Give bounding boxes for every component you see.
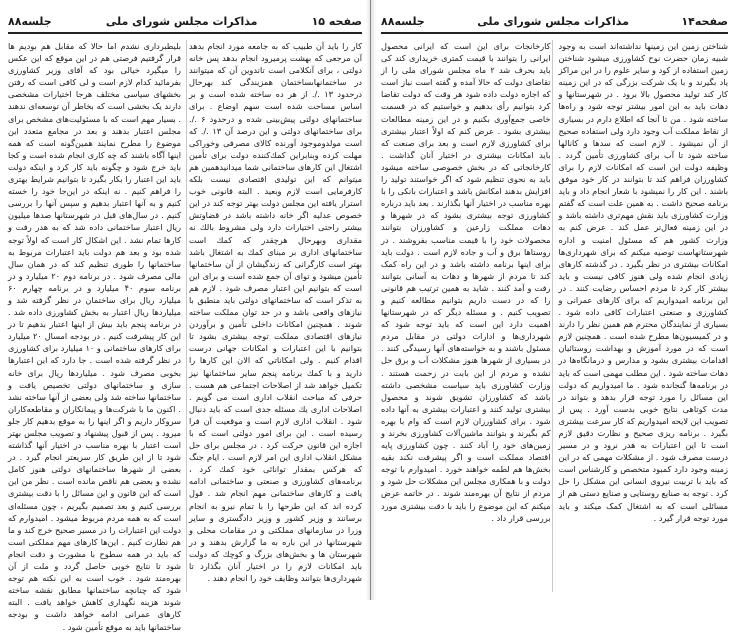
page-number: صفحه۱۴	[681, 14, 728, 28]
right-page	[371, 0, 736, 600]
text-columns	[381, 40, 728, 600]
page-header-title: مذاکرات مجلس شورای ملی	[477, 14, 629, 28]
page-header-title: مذاکرات مجلس شورای ملی	[105, 14, 258, 28]
session-number: جلسه۸۸	[381, 14, 425, 28]
page-number: صفحه ۱۵	[311, 14, 362, 28]
page-header	[8, 12, 362, 34]
session-number: جلسه۸۸	[8, 14, 52, 28]
page-header	[381, 12, 728, 34]
text-column-right	[559, 40, 729, 600]
column-text: كار را بايد آن طبيب كه به جامعه مورد انجام بدهد آن مرجعى كه بهشت پرميرود انجام بدهد پس خانه دولتى ، براى آنكلامى است تاتدوین آن كه ميتوانند در ساختمانهاىساختمان همزيندگى كند بهرحال درحدود ۱۳ ./. از هر ده ساخته شده است و بر اساس مساحت شده است سهم اوضاع . براى ساختمانهای دولتی پیش‌بینی شده و درحدود ۶ ./. براى ساختمانهاى دولتی و این درصد آن ۱۳ ./. كه است مولدوموجود آورنده كالاى مصرفى وخوراكى مهلت كرده وبنابراين كمك‌كننده دولت براى تأمين اشتغال اين كارهای ساختمانی شما ميدانيدهمين هم ميتوانم كه اين توليدى اقتصادى نيست بلكه كارفرمايى است لازم وبعيد . البته قانونى خوب استرار يافته اين مجلس دولت بهتر توجه كند در اين خصوص عدليه اگر خانه داشته باشد در قضاوتش بيشتر راحتى اختيارات دارد ولى مشروط بالك نه مقدارى وبهرحال هرچقدر كه كمك است ساختمانهاى اداری بر مبناى كمك به اشتغال باشد بهتر است كارگرانى كه زندگیشان از آن ساختمانها تأمين ميشود و تواى آن جمع شده است و برای این است كه بتوانيم اين اعتبار مصرف شود . لازم هم به تذكر است كه ساختمانهای دولتی باید منطبق با نیازهای واقعی باشد و در حد توان مملكت ساخته شوند . همچنين امكانات داخلى تأمين و برآوردن نيازهاى اقتصادى مملكت توجه بيشترى بشود تا بتوانيم با اين اعتبارات و امكانات جهانى درست اقدام كنيم . ولى امكاناتي كه الان اين كارها را داريد و با كمك برنامه پنجم ساير ساختمانها نيز تكميل خواهد شد از اصلاحات اجتماعى هم هست . حرفى كه مباحث انقلاب ادارى است مى گويم . اصلاحات ادارى يك مسئله جدی است كه باید دنبال شود . انقلاب ادارى لازم است و موقعيت آن فرا رسيده است . اين براى امور دولتی است كه با اجازه اين قانون حرکت کرد . در مجلس برای حل مشکل انقلاب اداری این امر لازم است . ایام جنگ که هرکس بمقدار توانائی خود كمك كرد ، برنامه‌های كشاورزى و صنعتی و ساختمانی ادامه یافت و کارهای ساختمانی مهم انجام شد . قول كرده اند كه اين طرحها را با تمام نیرو به انجام برسانند و وزیر کشور و وزیر دادگستری و سایر وزرا در سازمانهای مملکتی و در مقامات محلی و شهرستانها در این باره به ما گزارش بدهند و در شهرستان ها و بخش‌های بزرگ و كوچك كه دولت بايد امكانات لازم را در اختيار آنان بگذارد تا شهرداری‌ها بتوانند وظایف خود را انجام دهند .	[189, 41, 362, 584]
column-text: كارخانجات برای این است که ایرانی محصول ایرانی را بتوانند با قیمت کمتری خریداری کند کی باید بحرف شد ۲ ماه مجلس شورای ملی را از تقاضای دولت که حالا آمده و گفته است نیاز است که اجازه دولت داده شود هر وقت که دولت تقاضا کرد بتوانیم رأی بدهیم و خواستیم که در قسمت خاصی جمع‌آوری بکنیم و در این زمینه مطالعات بیشتری بشود . عرض کنم که اولاً اعتبار بیشتری برای کشاورزی لازم است و بعد برای صنعت که باید امکانات بیشتری در اختیار آنان گذاشت . کارخانجاتی که در بخش خصوصی ساخته میشود باید به نحوی تنظیم شود که اگر خواستند تولید را افزایش بدهند امکانش باشد و اعتبارات بانکی را با بهره مناسب در اختیار آنها بگذارند . بعد باید درباره کشاورزی توجه بیشتری بشود که در شهرها و دهات مملکت زارعین و کشاورزان بتوانند محصولات خود را با قیمت مناسب بفروشند . در روستاها برق و آب و جاده لازم است . دولت باید برای اینها برنامه داشته باشد و در این راه کمک کند تا مردم از شهرها و دهات به آسانی بتوانند رفت و آمد کنند . شاید به همین ترتیب هم قانونی را که در دست داریم بتوانیم مطالعه کنیم و تصویب کنیم . و مسئله دیگر که در شهرستانها اهمیت دارد این است که باید توجه شود که شهرداری‌ها و ادارات دولتی در مقابل مردم مسئول باشند و به خواسته‌های آنها رسیدگی کنند . در بسیاری از شهرها هنوز مشکلات آب و برق حل نشده و مردم از این بابت در زحمت هستند . وزارت کشاورزی باید سیاست مشخصی داشته باشد که کشاورزان تشویق شوند و محصول بیشتری تولید کنند و اعتبارات بیشتری به آنها داده شود . برای کشاورزان لازم است که وام با بهره کم بگیرند و بتوانند ماشین‌آلات کشاورزی بخرند و زمین‌های خود را آباد کنند . چون کشاورزی پایه اقتصاد مملکت است و اگر پیشرفت نکند بقیه بخش‌ها هم لطمه خواهند خورد . امیدوارم با توجه دولت و با همکاری مجلس این مشکلات حل شود و مردم از نتایج آن بهره‌مند شوند . در خاتمه عرض میکنم که این موضوع را باید با دقت بیشتری مورد بررسی قرار داد .	[381, 41, 551, 523]
column-divider	[552, 40, 553, 592]
text-column-left	[381, 40, 551, 600]
text-column-right	[189, 40, 362, 600]
text-columns	[8, 40, 362, 632]
column-divider	[186, 40, 187, 592]
column-text: بلیطبرداری نشدم اما حالا كه مقابل هم بودیم ها قرار گرفتیم فرصتى هم در اين موقع كه این عکس را میگیرد خیالی بود که آقای وزیر کشاورزی بفرمائید کدام لازم است و لى کافی است كه رفتن بخشهای سیاسی مختلف هرجا اختیارات مشخصی دارند یک بخشی است که بخاطر آن توسعه‌ای ندهند . بسیار مهم است که با مسئولیت‌های مشخص برای مجلس اعتبار بدهند و بعد در مجامع متعدد این موضوع را مطرح نمایند همین‌گونه است که همه اینها آگاه باشند که چه کاری انجام شده است و کجا باید خرج شود و چگونه باید کار کرد و اينكه دولت بايد اين اعتبار را بكار بگيرد تا بتوانيم شرایط بهتری را فراهم کنیم . نه اینکه در این‌جا خود را خسته کنیم و به آنها اعتبار بدهیم و سپس آنها را بررسی کنیم . در سال‌های قبل در شهرستانها صدها میلیون ریال اعتبار ساختمانی داده شد که به هدر رفت و کارها تمام نشد . این اشکال کار است که اولاً توجه شده بود و بعد هم دولت باید اعتبارات مربوط به ساختمانها را طوری تنظیم کند که در همان سال مالی مصرف شود . در برنامه دوم ۲۰ میلیارد و در برنامه سوم ۴۰ میلیارد و در برنامه چهارم ۶۰ میلیارد ریال برای ساختمان در نظر گرفته شد و میلیاردها ریال اعتبار به بخش کشاورزی داده شد . در برنامه پنجم باید بیش از اینها اعتبار بدهیم تا در این کار پیشرفت کنیم . در بودجه امسال ۲۰ میلیارد برای کارهای ساختمانی و ۱۰ میلیارد برای کشاورزی در نظر گرفته شده است . جا دارد که این اعتبارها بخوبی مصرف شود . میلیاردها ریال برای خانه سازی و ساختمانهای دولتی تخصیص یافت و ساختمانها ساخته شد ولی بعضی از آنها ساخته نشد . اکنون ما با شرکت‌ها و پیمانکاران و مقاطعه‌کاران سروکار داریم و اگر اینها را به موقع بدهیم کار جلو میرود . پس از قبول پیشنهاد و تصویب مجلس بهتر است اعتبار با بهره مناسب در اختیار آنها گذاشته شود تا از این طریق کار سریعتر انجام گیرد . در بعضی از شهرها ساختمانهای دولتی هنوز کامل نشده و بعضی هم ناقص مانده است . نظر من این است که این قانون و این مسائل را با دقت بیشتری بررسی کنیم و بعد تصمیم بگیریم ، چون مسئله‌ای است که به همه مردم مربوط میشود . امیدوارم که دولت این اعتبارات را در مسیر صحیح خرج کند و ما هم نظارت کنیم . این‌ها کارهای مهم مملکتی است که باید در همه سطوح با مشورت و دقت انجام شود تا نتایج خوبی حاصل گردد و ملت از آن بهره‌مند شود . خوب است به این نکته هم توجه شود که چنانچه ساختمانها مطابق نقشه ساخته شوند هزینه نگهداری کاهش خواهد یافت . البته کارهای عمرانی ادامه خواهد داشت و بودجه ساختمانها باید به موقع تأمین شود .	[8, 41, 181, 632]
column-text: شناختن زمین این زمینها نداشته‌اند است به وجود شبیه زمان حضرت نوح کشاورزی میشود شناختن زمین استفاده از کود و سایر علوم را در این مراکز یاد بگیرند و با یک شرکت بزرگی که در این زمینه کار کند تولید محصول بالا برود . در شهرستانها و دهات باید به این امور بیشتر توجه شود و راه‌ها ساخته شود . من تا آنجا که اطلاع دارم در بسیاری از نقاط مملکت آب وجود دارد ولی استفاده صحیح از آن نمیشود . لازم است که سدها و کانالها ساخته شود تا آب برای کشاورزی تأمین گردد . وظیفه دولت این است که امکانات لازم را برای کشاورزان فراهم کند تا بتوانند در کار خود موفق باشند . این کار را نمیشود با شعار انجام داد و باید برنامه صحیح داشت . به همین علت است که گفتم وزارت کشاورزی باید نقش مهم‌تری داشته باشد و در این زمینه فعال‌تر عمل کند . عرض کنم به وزارت کشور هم که مسئول امنیت و اداره شهرستانهاست توصیه میکنم که برای شهرداری‌ها امکانات بیشتری در نظر بگیرد . در گذشته کارهای زیادی انجام شده ولی هنوز کافی نیست و باید بیشتر کار کرد تا مردم احساس رضایت کنند . در این برنامه امیدواریم که برای کارهای عمرانی و کشاورزی و صنعتی اعتبارات کافی داده شود . بسیاری از نمایندگان محترم هم همین نظر را دارند و در کمیسیون‌ها مطرح شده است . همچنین لازم است که در مورد آموزش و بهداشت روستائیان اقدامات بیشتری بشود و مدارس و درمانگاه‌ها در دهات ساخته شود . این مطلب مهمی است که باید در برنامه‌ها گنجانده شود . ما امیدواریم که دولت این مسائل را مورد توجه قرار بدهد و بتواند در مدت کوتاهی نتایج خوبی بدست آورد . پس از تصویب این لایحه امیدواریم که کار سرعت بیشتری بگیرد . برنامه ریزی صحیح و نظارت دقیق لازم است تا این اعتبارات به هدر نرود و در مسیر درست مصرف شود . از مشکلات مهمی که در این زمینه وجود دارد کمبود متخصص و کارشناس است که باید با تربیت نیروی انسانی این مشکل را حل کرد . توجه به صنایع روستایی و صنایع دستی هم از مسائلی است که به اشتغال کمک میکند و باید مورد توجه قرار گیرد .	[558, 41, 728, 523]
text-column-left	[8, 40, 181, 632]
